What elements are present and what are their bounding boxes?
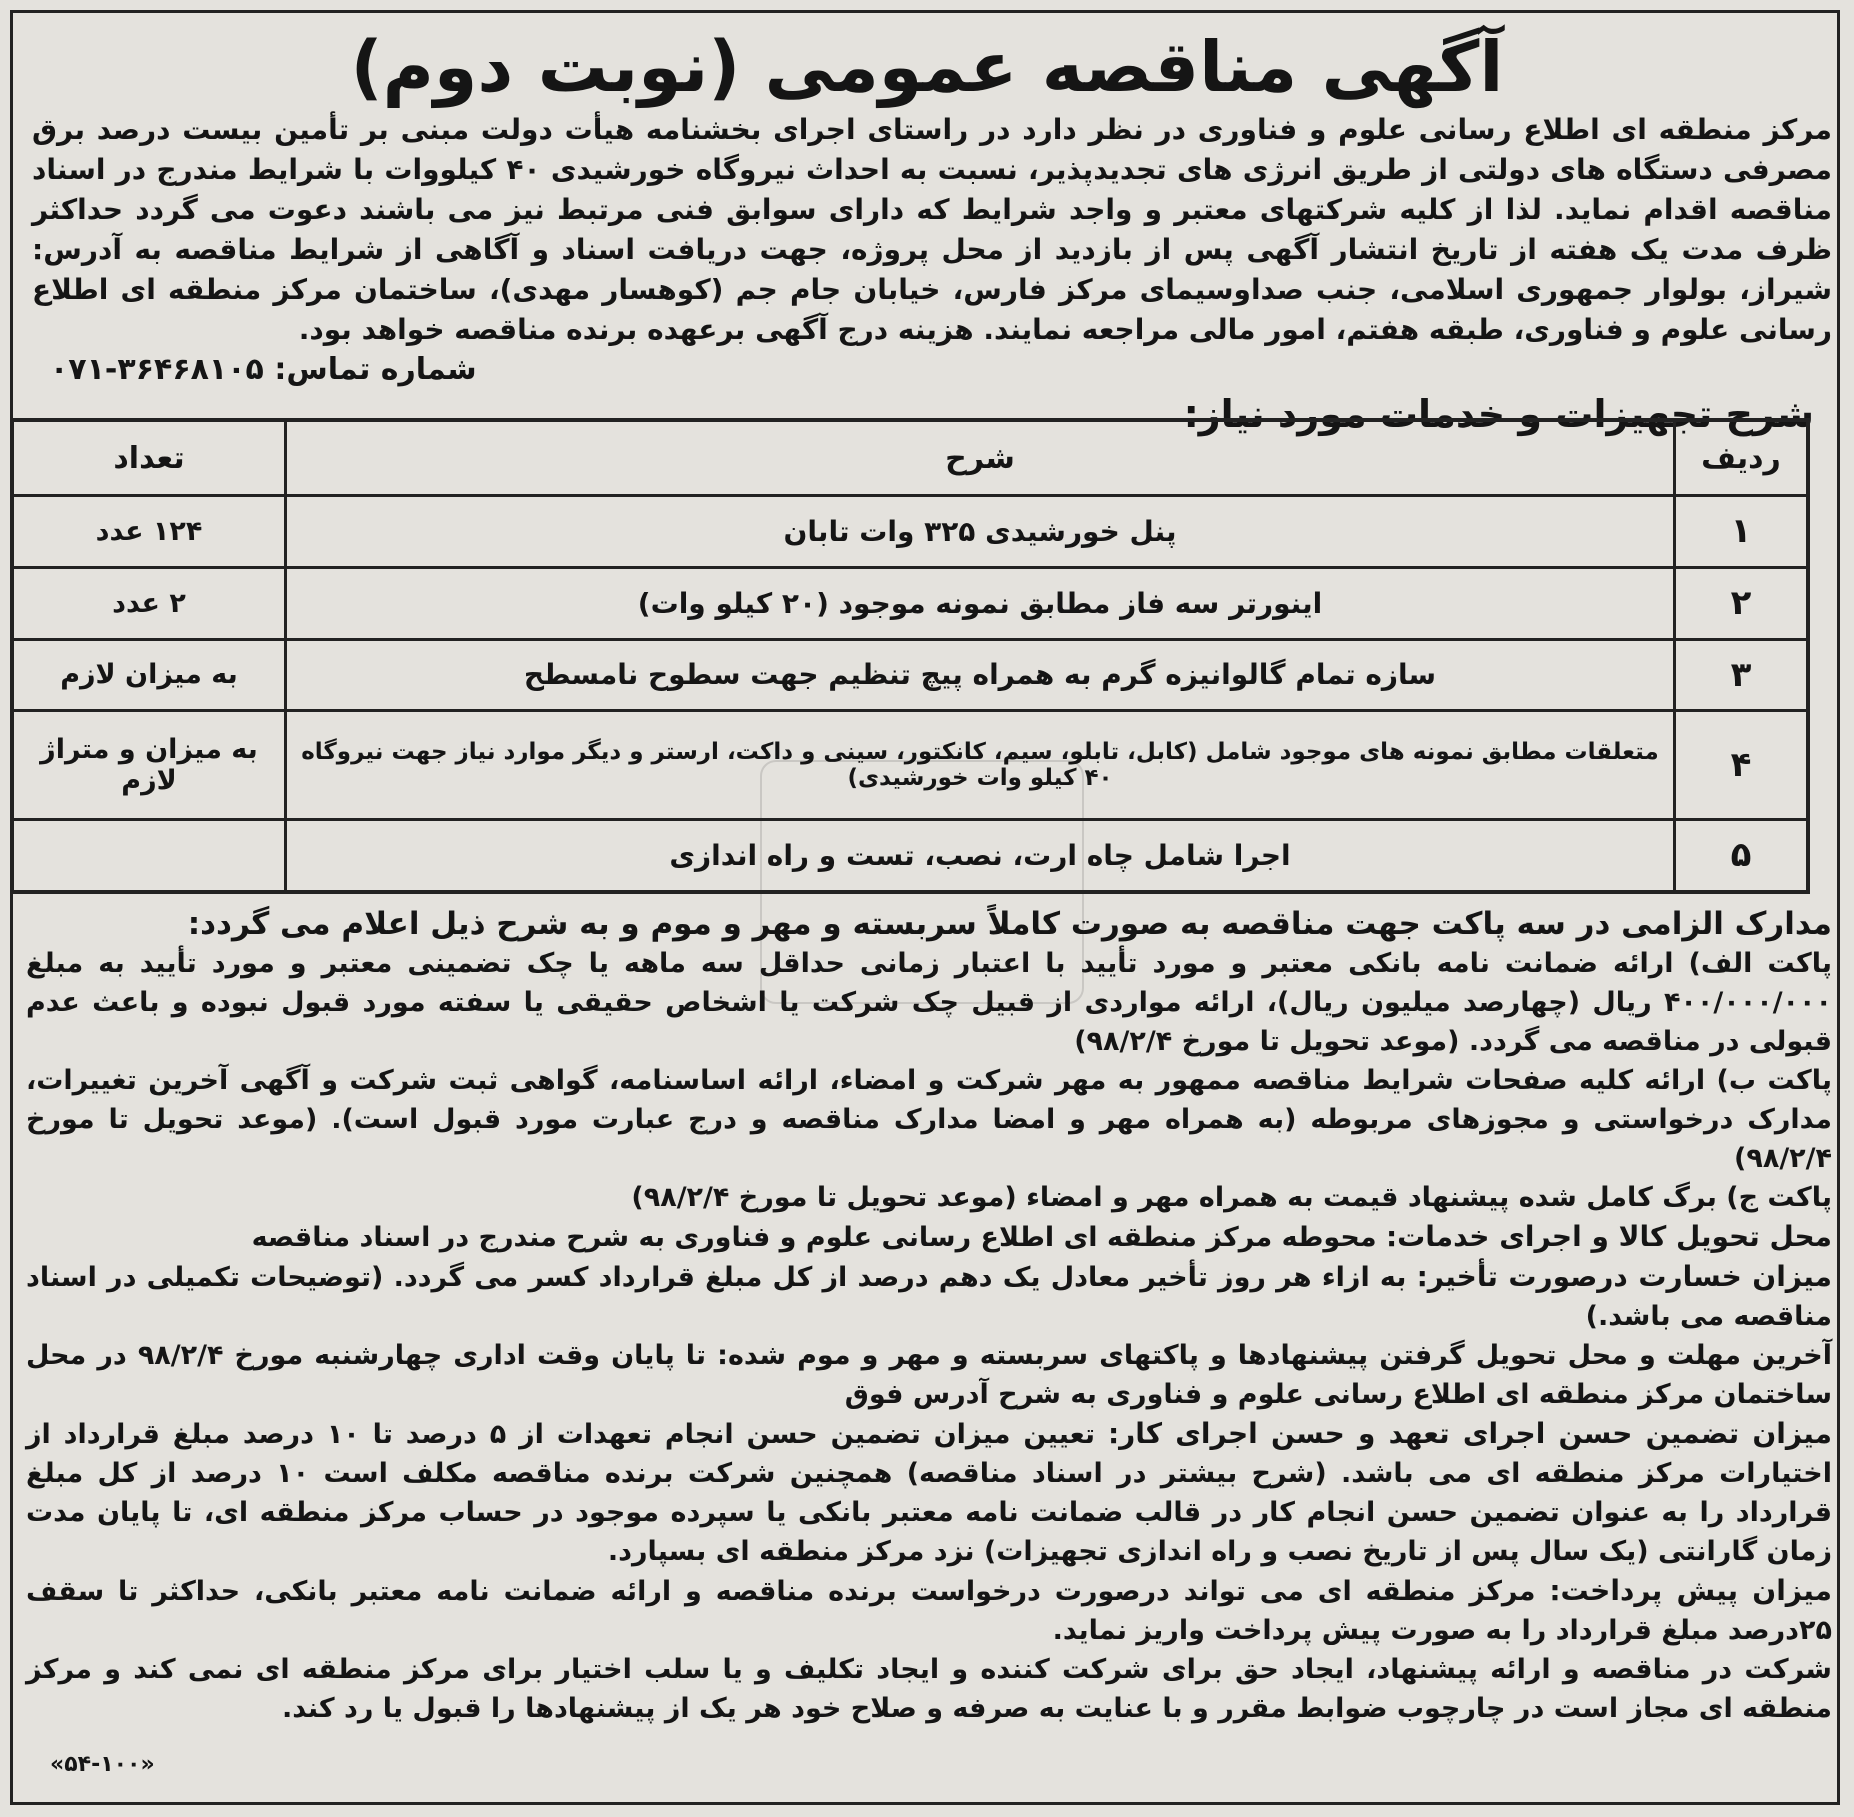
row-description: سازه تمام گالوانیزه گرم به همراه پیچ تنظیم جهت سطوح نامسطح — [286, 639, 1675, 711]
row-description: اجرا شامل چاه ارت، نصب، تست و راه اندازی — [286, 819, 1675, 892]
packet-c: پاکت ج) برگ کامل شده پیشنهاد قیمت به همراه مهر و امضاء (موعد تحویل تا مورخ ۹۸/۲/۴) — [631, 1182, 1832, 1213]
header-row-number: ردیف — [1675, 420, 1809, 496]
row-quantity: ۱۲۴ عدد — [12, 496, 286, 568]
section-title: شرح تجهیزات و خدمات مورد نیاز: — [1183, 392, 1814, 436]
contact-label: شماره تماس: — [274, 352, 477, 387]
closing-paragraph: شرکت در مناقصه و ارائه پیشنهاد، ایجاد حق برای شرکت کننده و ایجاد تکلیف و یا سلب اختیار برای مرکز منطقه ای نمی کند و مرکز منطقه ای مجاز است در چارچوب ضوابط مقرر و با عنایت به صرفه و صلاح خود هر یک از پیشنهادها را قبول یا رد کند. — [26, 1654, 1832, 1724]
row-quantity — [12, 819, 286, 892]
contact-number: ۰۷۱-۳۶۴۶۸۱۰۵ — [50, 352, 264, 387]
table-row — [12, 711, 1808, 820]
guarantee-label: میزان تضمین حسن اجرای تعهد و حسن اجرای کار: — [1107, 1417, 1833, 1450]
prepayment-paragraph — [26, 1571, 1832, 1650]
delivery-paragraph — [26, 1217, 1832, 1257]
deadline-paragraph: آخرین مهلت و محل تحویل گرفتن پیشنهادها و پاکتهای سربسته و مهر و موم شده: تا پایان وقت اداری چهارشنبه مورخ ۹۸/۲/۴ در محل ساختمان مرکز منطقه ای اطلاع رسانی علوم و فناوری به شرح آدرس فوق — [26, 1340, 1832, 1410]
packet-a: پاکت الف) ارائه ضمانت نامه بانکی معتبر و مورد تأیید با اعتبار زمانی حداقل سه ماهه یا چک تضمینی معتبر و مورد تأیید به مبلغ ۴۰۰/۰۰۰/۰۰۰ ریال (چهارصد میلیون ریال)، ارائه مواردی از قبیل چک شرکت یا اشخاص حقیقی یا سفته مورد قبول نبوده و باعث عدم قبولی در مناقصه می گردد. (موعد تحویل تا مورخ ۹۸/۲/۴) — [26, 948, 1832, 1057]
row-quantity: به میزان لازم — [12, 639, 286, 711]
page-title: آگهی مناقصه عمومی (نوبت دوم) — [350, 26, 1504, 108]
table-row — [12, 496, 1808, 568]
intro-paragraph: مرکز منطقه ای اطلاع رسانی علوم و فناوری در نظر دارد در راستای اجرای بخشنامه هیأت دولت مبنی بر تأمین بیست درصد برق مصرفی دستگاه های دولتی از طریق انرژی های تجدیدپذیر، نسبت به احداث نیروگاه خورشیدی ۴۰ کیلووات با شرایط مندرج در اسناد مناقصه اقدام نماید. لذا از کلیه شرکتهای معتبر و واجد شرایط که دارای سوابق فنی مرتبط نیز می باشند دعوت می گردد حداکثر ظرف مدت یک هفته از تاریخ انتشار آگهی پس از بازدید از محل پروژه، جهت دریافت اسناد و آگاهی از شرایط مناقصه به آدرس: شیراز، بولوار جمهوری اسلامی، جنب صداوسیمای مرکز فارس، خیابان جام جم (کوهسار مهدی)، ساختمان مرکز منطقه ای اطلاع رسانی علوم و فناوری، طبقه هفتم، امور مالی مراجعه نمایند. هزینه درج آگهی برعهده برنده مناقصه خواهد بود. — [32, 113, 1832, 346]
row-description: اینورتر سه فاز مطابق نمونه موجود (۲۰ کیلو وات) — [286, 567, 1675, 639]
delivery-text: محوطه مرکز منطقه ای اطلاع رسانی علوم و فناوری به شرح مندرج در اسناد مناقصه — [251, 1222, 1377, 1253]
ad-code: «۵۴-۱۰۰» — [50, 1752, 155, 1777]
row-quantity: به میزان و متراژ لازم — [12, 711, 286, 820]
row-number: ۲ — [1675, 567, 1809, 639]
penalty-text: به ازاء هر روز تأخیر معادل یک دهم درصد از کل مبلغ قرارداد کسر می گردد. (توضیحات تکمیلی در اسناد مناقصه می باشد.) — [26, 1262, 1832, 1332]
header-description: شرح — [286, 420, 1675, 496]
row-number: ۴ — [1675, 711, 1809, 820]
row-quantity: ۲ عدد — [12, 567, 286, 639]
conditions-body — [26, 905, 1832, 1728]
table-header-row — [12, 420, 1808, 496]
penalty-label: میزان خسارت درصورت تأخیر: — [1416, 1260, 1832, 1293]
contact-line — [50, 352, 477, 387]
guarantee-text: تعیین میزان تضمین حسن انجام تعهدات از ۵ درصد تا ۱۰ درصد مبلغ قرارداد از اختیارات مرکز منطقه ای می باشد. (شرح بیشتر در اسناد مناقصه) همچنین شرکت برنده مناقصه مکلف است ۱۰ درصد از کل مبلغ قرارداد را به عنوان تضمین حسن انجام کار در قالب ضمانت نامه معتبر بانکی یا سپرده موجود در حساب مرکز منطقه ای، تا پایان مدت زمان گارانتی (یک سال پس از تاریخ نصب و راه اندازی تجهیزات) نزد مرکز منطقه ای بسپارد. — [26, 1419, 1832, 1567]
table-row — [12, 819, 1808, 892]
items-table — [10, 418, 1810, 894]
row-number: ۳ — [1675, 639, 1809, 711]
table-row — [12, 567, 1808, 639]
prepayment-text: مرکز منطقه ای می تواند درصورت درخواست برنده مناقصه و ارائه ضمانت نامه معتبر بانکی، حداکثر تا سقف ۲۵درصد مبلغ قرارداد را به صورت پیش پرداخت واریز نماید. — [26, 1576, 1832, 1646]
prepayment-label: میزان پیش پرداخت: — [1549, 1574, 1832, 1607]
penalty-paragraph — [26, 1257, 1832, 1336]
row-number: ۵ — [1675, 819, 1809, 892]
row-description: متعلقات مطابق نمونه های موجود شامل (کابل، تابلو، سیم، کانکتور، سینی و داکت، ارستر و دیگر موارد نیاز جهت نیروگاه ۴۰ کیلو وات خورشیدی) — [286, 711, 1675, 820]
guarantee-paragraph — [26, 1414, 1832, 1571]
table-row — [12, 639, 1808, 711]
delivery-label: محل تحویل کالا و اجرای خدمات: — [1385, 1220, 1832, 1253]
header-quantity: تعداد — [12, 420, 286, 496]
docs-heading: مدارک الزامی در سه پاکت جهت مناقصه به صورت کاملاً سربسته و مهر و موم و به شرح ذیل اعلام می گردد: — [187, 906, 1832, 942]
packet-b: پاکت ب) ارائه کلیه صفحات شرایط مناقصه ممهور به مهر شرکت و امضاء، ارائه اساسنامه، گواهی ثبت شرکت و آگهی آخرین تغییرات، مدارک درخواستی و مجوزهای مربوطه (به همراه مهر و امضا مدارک مناقصه و درج عبارت مورد قبول است). (موعد تحویل تا مورخ ۹۸/۲/۴) — [26, 1065, 1832, 1174]
row-number: ۱ — [1675, 496, 1809, 568]
row-description: پنل خورشیدی ۳۲۵ وات تابان — [286, 496, 1675, 568]
